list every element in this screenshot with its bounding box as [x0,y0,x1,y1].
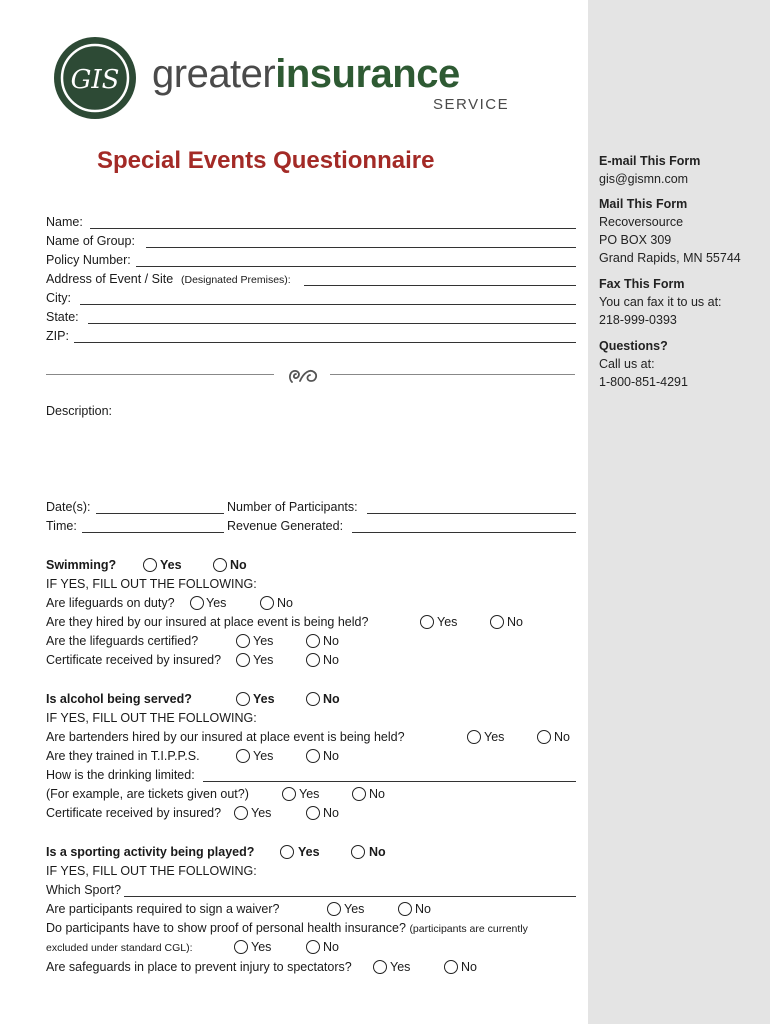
state-input-line[interactable] [88,323,576,324]
alcohol-certificate-no-radio[interactable] [306,806,320,820]
zip-label: ZIP: [46,329,69,343]
swim-certificate-yes-radio[interactable] [236,653,250,667]
name-field[interactable] [46,213,576,231]
fax-number: 218-999-0393 [599,313,677,327]
mail-line: Grand Rapids, MN 55744 [599,251,741,265]
time-label: Time: [46,519,77,533]
tipps-yes-label: Yes [253,749,274,763]
revenue-label: Revenue Generated: [227,519,344,533]
tickets-question: (For example, are tickets given out?) [46,787,249,801]
health-insurance-no-label: No [323,940,339,954]
waiver-question: Are participants required to sign a waiver? [46,902,280,916]
sport-yes-label: Yes [298,845,320,859]
name-label: Name: [46,215,83,229]
alcohol-certificate-question: Certificate received by insured? [46,806,222,820]
tipps-no-radio[interactable] [306,749,320,763]
health-insurance-yes-radio[interactable] [234,940,248,954]
contact-sidebar [588,0,770,1024]
swimming-yes-radio[interactable] [143,558,157,572]
phone-number: 1-800-851-4291 [599,375,688,389]
lifeguards-certified-yes-radio[interactable] [236,634,250,648]
policy-input-line[interactable] [136,266,576,267]
spectator-safeguards-no-radio[interactable] [444,960,458,974]
bartenders-hired-no-radio[interactable] [537,730,551,744]
swimming-question: Swimming? [46,558,117,572]
alcohol-certificate-no-label: No [323,806,339,820]
address-field[interactable] [46,270,576,288]
alcohol-certificate-yes-label: Yes [251,806,272,820]
logo-initials: GIS [70,65,120,95]
swimming-yes-label: Yes [160,558,182,572]
which-sport-label: Which Sport? [46,883,122,897]
health-insurance-question: Do participants have to show proof of personal health insurance? (participants are currently [46,921,528,935]
tickets-yes-radio[interactable] [282,787,296,801]
lifeguards-certified-question: Are the lifeguards certified? [46,634,199,648]
swimming-no-label: No [230,558,247,572]
state-field[interactable] [46,308,576,326]
company-logo [53,36,137,120]
email-heading: E-mail This Form [599,154,701,168]
form-title: Special Events Questionnaire [97,147,435,174]
health-insurance-no-radio[interactable] [306,940,320,954]
swim-certificate-no-label: No [323,653,339,667]
alcohol-certificate-yes-radio[interactable] [234,806,248,820]
spectator-safeguards-question: Are safeguards in place to prevent injury to spectators? [46,960,352,974]
bartenders-hired-question: Are bartenders hired by our insured at place event is being held? [46,730,405,744]
waiver-yes-radio[interactable] [327,902,341,916]
lifeguards-duty-question: Are lifeguards on duty? [46,596,175,610]
alcohol-yes-radio[interactable] [236,692,250,706]
time-input-line[interactable] [82,532,224,533]
divider-left [46,374,274,375]
sport-question: Is a sporting activity being played? [46,845,255,859]
dates-input-line[interactable] [96,513,224,514]
ornament-icon [286,366,322,386]
participants-label: Number of Participants: [227,500,358,514]
waiver-yes-label: Yes [344,902,365,916]
alcohol-yes-label: Yes [253,692,275,706]
spectator-safeguards-no-label: No [461,960,477,974]
group-field[interactable] [46,232,576,250]
policy-field[interactable] [46,251,576,269]
dates-participants-row [46,498,576,516]
fax-heading: Fax This Form [599,277,685,291]
email-address[interactable]: gis@gismn.com [599,172,689,186]
drinking-limited-label: How is the drinking limited: [46,768,195,782]
time-revenue-row [46,517,576,535]
tipps-question: Are they trained in T.I.P.P.S. [46,749,200,763]
health-insurance-note-cont: excluded under standard CGL): [46,942,193,954]
waiver-no-radio[interactable] [398,902,412,916]
dates-label: Date(s): [46,500,91,514]
alcohol-no-label: No [323,692,340,706]
swimming-fill-out: IF YES, FILL OUT THE FOLLOWING: [46,577,257,591]
name-input-line[interactable] [90,228,576,229]
lifeguards-hired-question: Are they hired by our insured at place event is being held? [46,615,369,629]
state-label: State: [46,310,79,324]
lifeguards-duty-yes-label: Yes [206,596,227,610]
group-label: Name of Group: [46,234,135,248]
zip-input-line[interactable] [74,342,576,343]
swimming-no-radio[interactable] [213,558,227,572]
address-note: (Designated Premises): [181,274,291,286]
swim-certificate-no-radio[interactable] [306,653,320,667]
alcohol-question: Is alcohol being served? [46,692,192,706]
mail-line: PO BOX 309 [599,233,672,247]
questions-heading: Questions? [599,339,668,353]
sport-yes-radio[interactable] [280,845,294,859]
which-sport-field[interactable] [46,881,576,899]
which-sport-input-line[interactable] [124,896,576,897]
sport-fill-out: IF YES, FILL OUT THE FOLLOWING: [46,864,257,878]
city-field[interactable] [46,289,576,307]
drinking-limited-input-line[interactable] [203,781,576,782]
health-insurance-yes-label: Yes [251,940,272,954]
waiver-no-label: No [415,902,431,916]
tickets-no-radio[interactable] [352,787,366,801]
divider-right [330,374,575,375]
tipps-no-label: No [323,749,339,763]
revenue-input-line[interactable] [352,532,576,533]
brand-name: greaterinsurance [152,52,460,96]
participants-input-line[interactable] [367,513,576,514]
drinking-limited-field[interactable] [46,766,576,784]
lifeguards-certified-no-label: No [323,634,339,648]
swim-certificate-question: Certificate received by insured? [46,653,222,667]
address-label: Address of Event / Site [46,272,174,286]
spectator-safeguards-yes-label: Yes [390,960,411,974]
lifeguards-duty-yes-radio[interactable] [190,596,204,610]
zip-field[interactable] [46,327,576,345]
sport-no-label: No [369,845,386,859]
brand-subtitle: SERVICE [433,96,510,113]
description-area[interactable] [46,422,576,492]
tickets-no-label: No [369,787,385,801]
health-insurance-note: (participants are currently [409,923,528,935]
policy-label: Policy Number: [46,253,131,267]
group-input-line[interactable] [146,247,576,248]
lifeguards-certified-yes-label: Yes [253,634,274,648]
alcohol-no-radio[interactable] [306,692,320,706]
lifeguards-duty-no-label: No [277,596,293,610]
lifeguards-hired-yes-radio[interactable] [420,615,434,629]
lifeguards-certified-no-radio[interactable] [306,634,320,648]
bartenders-hired-yes-radio[interactable] [467,730,481,744]
mail-line: Recoversource [599,215,684,229]
sport-no-radio[interactable] [351,845,365,859]
mail-heading: Mail This Form [599,197,688,211]
address-input-line[interactable] [304,285,576,286]
spectator-safeguards-yes-radio[interactable] [373,960,387,974]
city-label: City: [46,291,71,305]
lifeguards-duty-no-radio[interactable] [260,596,274,610]
questions-line: Call us at: [599,357,655,371]
lifeguards-hired-no-radio[interactable] [490,615,504,629]
lifeguards-hired-yes-label: Yes [437,615,458,629]
bartenders-hired-yes-label: Yes [484,730,505,744]
description-label: Description: [46,404,112,418]
alcohol-fill-out: IF YES, FILL OUT THE FOLLOWING: [46,711,257,725]
bartenders-hired-no-label: No [554,730,570,744]
tipps-yes-radio[interactable] [236,749,250,763]
tickets-yes-label: Yes [299,787,320,801]
lifeguards-hired-no-label: No [507,615,523,629]
fax-line: You can fax it to us at: [599,295,722,309]
city-input-line[interactable] [80,304,576,305]
swim-certificate-yes-label: Yes [253,653,274,667]
